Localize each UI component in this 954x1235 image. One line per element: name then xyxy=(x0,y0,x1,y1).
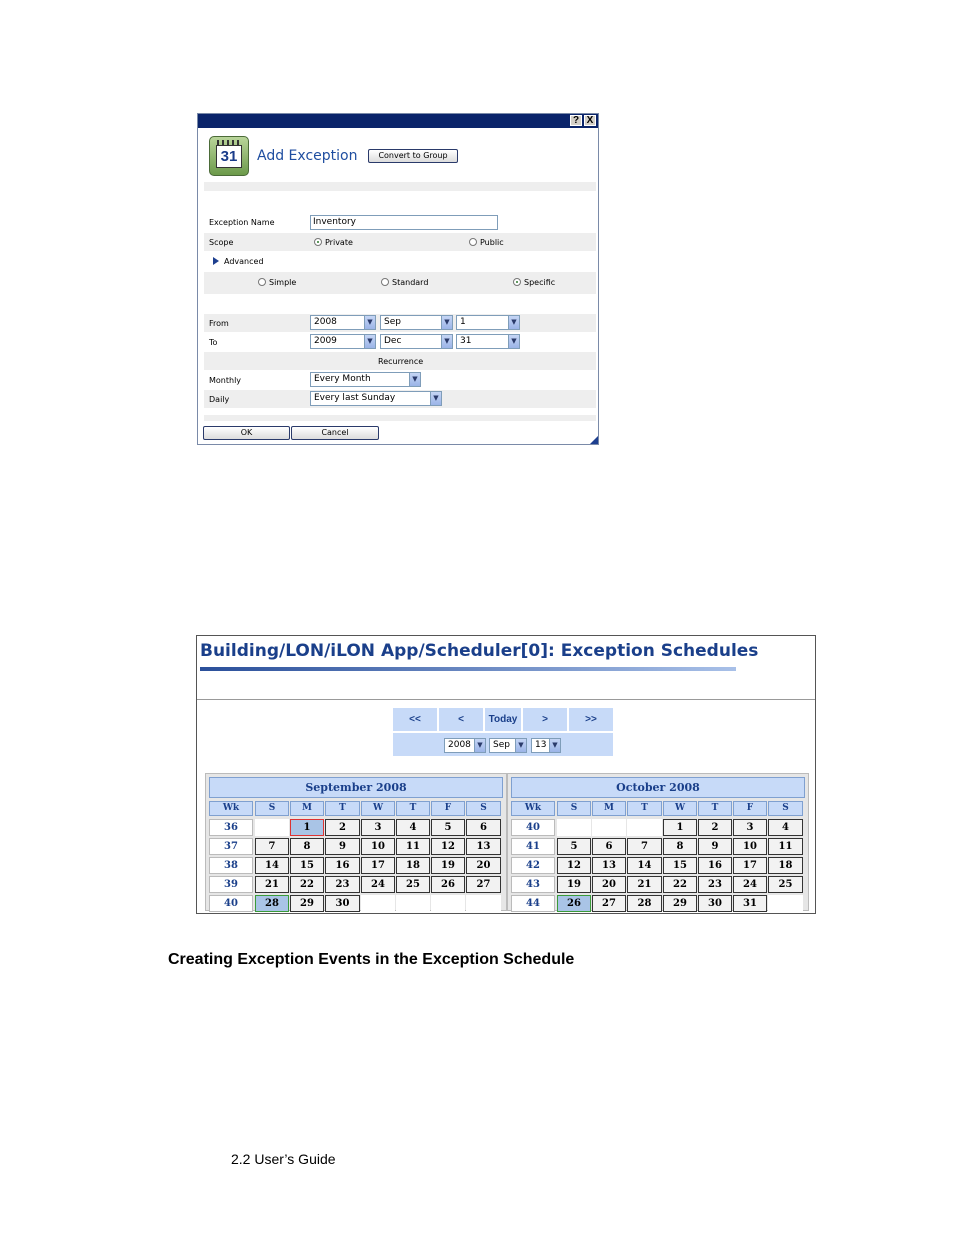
to-year-value: 2009 xyxy=(314,336,337,346)
day-cell[interactable]: 19 xyxy=(431,857,465,874)
day-cell[interactable]: 1 xyxy=(290,819,324,836)
day-header: T xyxy=(396,801,430,816)
monthly-label: Monthly xyxy=(209,376,242,385)
day-cell[interactable]: 22 xyxy=(663,876,697,893)
chevron-down-icon: ▼ xyxy=(430,392,441,405)
from-month-select[interactable] xyxy=(380,315,453,330)
calendar-icon xyxy=(209,136,249,176)
from-month-value: Sep xyxy=(384,317,401,327)
exception-schedules-panel xyxy=(196,635,816,914)
scope-private-radio[interactable] xyxy=(314,238,322,246)
day-cell[interactable]: 27 xyxy=(466,876,501,893)
day-cell[interactable]: 20 xyxy=(466,857,501,874)
year-select-value: 2008 xyxy=(448,740,471,750)
chevron-down-icon: ▼ xyxy=(409,373,420,386)
to-month-value: Dec xyxy=(384,336,402,346)
day-cell[interactable]: 24 xyxy=(733,876,767,893)
calendar-icon-number: 31 xyxy=(216,145,242,168)
day-cell[interactable]: 4 xyxy=(768,819,803,836)
day-cell[interactable]: 15 xyxy=(663,857,697,874)
month-header: September 2008 xyxy=(209,777,503,798)
expand-triangle-icon[interactable] xyxy=(213,257,219,265)
week-number-cell[interactable]: 36 xyxy=(209,819,253,836)
day-cell[interactable]: 12 xyxy=(557,857,591,874)
close-icon[interactable]: X xyxy=(584,115,596,126)
chevron-down-icon: ▼ xyxy=(441,335,452,348)
day-cell[interactable]: 31 xyxy=(733,895,767,912)
day-header: W xyxy=(361,801,395,816)
day-select-value: 13 xyxy=(535,740,547,750)
monthly-select[interactable] xyxy=(310,372,421,387)
day-header: M xyxy=(592,801,626,816)
day-cell[interactable]: 28 xyxy=(255,895,289,912)
scope-row-band xyxy=(204,233,596,251)
year-select[interactable] xyxy=(444,738,486,753)
day-header: S xyxy=(466,801,501,816)
day-cell[interactable]: 12 xyxy=(431,838,465,855)
today-button[interactable]: Today xyxy=(485,708,521,731)
day-cell[interactable]: 3 xyxy=(733,819,767,836)
day-cell[interactable]: 2 xyxy=(698,819,732,836)
week-number-cell[interactable]: 40 xyxy=(511,819,555,836)
day-cell[interactable]: 18 xyxy=(768,857,803,874)
day-cell[interactable]: 10 xyxy=(361,838,395,855)
dialog-titlebar xyxy=(198,114,598,128)
empty-day-cell xyxy=(255,819,289,836)
day-cell[interactable]: 1 xyxy=(663,819,697,836)
day-cell[interactable]: 30 xyxy=(698,895,732,912)
day-cell[interactable]: 21 xyxy=(627,876,662,893)
chevron-down-icon: ▼ xyxy=(508,335,519,348)
day-cell[interactable]: 7 xyxy=(627,838,662,855)
day-cell[interactable]: 13 xyxy=(466,838,501,855)
week-number-cell[interactable]: 44 xyxy=(511,895,555,912)
day-cell[interactable]: 5 xyxy=(431,819,465,836)
week-number-cell[interactable]: 37 xyxy=(209,838,253,855)
day-header: F xyxy=(733,801,767,816)
daily-select[interactable] xyxy=(310,391,442,406)
day-cell[interactable]: 4 xyxy=(396,819,430,836)
week-number-cell[interactable]: 40 xyxy=(209,895,253,912)
to-day-select[interactable] xyxy=(456,334,520,349)
month-select-value: Sep xyxy=(493,740,510,750)
day-cell[interactable]: 17 xyxy=(733,857,767,874)
section-heading: Creating Exception Events in the Exception Schedule xyxy=(168,951,575,968)
month-grid-october xyxy=(507,773,809,911)
day-cell[interactable]: 14 xyxy=(255,857,289,874)
day-cell[interactable]: 8 xyxy=(663,838,697,855)
day-cell[interactable]: 7 xyxy=(255,838,289,855)
day-cell[interactable]: 10 xyxy=(733,838,767,855)
day-cell[interactable]: 29 xyxy=(290,895,324,912)
to-day-value: 31 xyxy=(460,336,472,346)
first-nav-button[interactable]: << xyxy=(393,708,437,731)
week-number-cell[interactable]: 42 xyxy=(511,857,555,874)
day-cell[interactable]: 25 xyxy=(768,876,803,893)
header-divider-band xyxy=(204,182,596,191)
day-header: M xyxy=(290,801,324,816)
day-cell[interactable]: 16 xyxy=(325,857,360,874)
mode-specific-radio[interactable] xyxy=(513,278,521,286)
advanced-toggle[interactable]: Advanced xyxy=(224,257,264,266)
day-header: T xyxy=(627,801,662,816)
schedule-title: Building/LON/iLON App/Scheduler[0]: Exception Schedules xyxy=(200,641,759,661)
scope-public-label: Public xyxy=(480,238,504,247)
day-cell[interactable]: 30 xyxy=(325,895,360,912)
month-select[interactable] xyxy=(489,738,527,753)
day-cell[interactable]: 21 xyxy=(255,876,289,893)
title-underline xyxy=(200,667,736,671)
exception-name-label: Exception Name xyxy=(209,218,275,227)
day-cell[interactable]: 26 xyxy=(557,895,591,912)
mode-specific-label: Specific xyxy=(524,278,556,287)
month-header: October 2008 xyxy=(511,777,805,798)
add-exception-dialog xyxy=(197,113,599,445)
week-number-cell[interactable]: 41 xyxy=(511,838,555,855)
chevron-down-icon: ▼ xyxy=(508,316,519,329)
help-icon[interactable]: ? xyxy=(570,115,582,126)
day-cell[interactable]: 26 xyxy=(431,876,465,893)
footer-divider-band xyxy=(204,415,596,421)
week-number-cell[interactable]: 38 xyxy=(209,857,253,874)
chevron-down-icon: ▼ xyxy=(364,335,375,348)
scope-private-label: Private xyxy=(325,238,353,247)
chevron-down-icon: ▼ xyxy=(549,739,560,752)
day-cell[interactable]: 29 xyxy=(663,895,697,912)
convert-to-group-button[interactable]: Convert to Group xyxy=(368,149,458,163)
empty-day-cell xyxy=(557,819,591,836)
empty-day-cell xyxy=(627,819,662,836)
header-separator xyxy=(197,699,815,700)
day-header: Wk xyxy=(511,801,555,816)
day-cell[interactable]: 2 xyxy=(325,819,360,836)
chevron-down-icon: ▼ xyxy=(474,739,485,752)
mode-standard-radio[interactable] xyxy=(381,278,389,286)
from-day-value: 1 xyxy=(460,317,466,327)
empty-day-cell xyxy=(466,895,501,912)
resize-grip-icon[interactable] xyxy=(590,436,598,444)
day-cell[interactable]: 19 xyxy=(557,876,591,893)
daily-value: Every last Sunday xyxy=(314,393,396,403)
to-label: To xyxy=(209,338,218,347)
daily-label: Daily xyxy=(209,395,230,404)
month-grid-september xyxy=(205,773,507,911)
day-header: W xyxy=(663,801,697,816)
day-cell[interactable]: 27 xyxy=(592,895,626,912)
ok-button[interactable]: OK xyxy=(203,426,290,440)
day-cell[interactable]: 17 xyxy=(361,857,395,874)
day-header: T xyxy=(698,801,732,816)
monthly-value: Every Month xyxy=(314,374,371,384)
recurrence-label: Recurrence xyxy=(378,357,424,366)
day-header: S xyxy=(255,801,289,816)
exception-name-input[interactable]: Inventory xyxy=(310,215,498,230)
day-cell[interactable]: 22 xyxy=(290,876,324,893)
day-header: S xyxy=(557,801,591,816)
from-year-value: 2008 xyxy=(314,317,337,327)
day-cell[interactable]: 3 xyxy=(361,819,395,836)
day-cell[interactable]: 16 xyxy=(698,857,732,874)
day-header: S xyxy=(768,801,803,816)
mode-standard-label: Standard xyxy=(392,278,429,287)
next-nav-button[interactable]: > xyxy=(523,708,567,731)
day-cell[interactable]: 11 xyxy=(768,838,803,855)
day-cell[interactable]: 13 xyxy=(592,857,626,874)
day-cell[interactable]: 15 xyxy=(290,857,324,874)
empty-day-cell xyxy=(396,895,430,912)
from-year-select[interactable] xyxy=(310,315,376,330)
day-select[interactable] xyxy=(531,738,561,753)
day-cell[interactable]: 24 xyxy=(361,876,395,893)
day-header: Wk xyxy=(209,801,253,816)
day-cell[interactable]: 23 xyxy=(325,876,360,893)
from-day-select[interactable] xyxy=(456,315,520,330)
cancel-button[interactable]: Cancel xyxy=(291,426,379,440)
last-nav-button[interactable]: >> xyxy=(569,708,613,731)
day-cell[interactable]: 5 xyxy=(557,838,591,855)
day-cell[interactable]: 9 xyxy=(325,838,360,855)
day-cell[interactable]: 8 xyxy=(290,838,324,855)
to-month-select[interactable] xyxy=(380,334,453,349)
day-header: T xyxy=(325,801,360,816)
week-number-cell[interactable]: 39 xyxy=(209,876,253,893)
day-cell[interactable]: 9 xyxy=(698,838,732,855)
day-cell[interactable]: 6 xyxy=(592,838,626,855)
chevron-down-icon: ▼ xyxy=(515,739,526,752)
day-cell[interactable]: 20 xyxy=(592,876,626,893)
empty-day-cell xyxy=(592,819,626,836)
page-footer: 2.2 User’s Guide xyxy=(231,1151,336,1167)
day-cell[interactable]: 28 xyxy=(627,895,662,912)
scope-label: Scope xyxy=(209,238,234,247)
chevron-down-icon: ▼ xyxy=(364,316,375,329)
day-cell[interactable]: 23 xyxy=(698,876,732,893)
mode-simple-label: Simple xyxy=(269,278,297,287)
chevron-down-icon: ▼ xyxy=(441,316,452,329)
day-cell[interactable]: 6 xyxy=(466,819,501,836)
from-label: From xyxy=(209,319,229,328)
to-year-select[interactable] xyxy=(310,334,376,349)
scope-public-radio[interactable] xyxy=(469,238,477,246)
day-cell[interactable]: 18 xyxy=(396,857,430,874)
dialog-title: Add Exception xyxy=(257,148,358,164)
empty-day-cell xyxy=(768,895,803,912)
week-number-cell[interactable]: 43 xyxy=(511,876,555,893)
empty-day-cell xyxy=(361,895,395,912)
empty-day-cell xyxy=(431,895,465,912)
mode-simple-radio[interactable] xyxy=(258,278,266,286)
day-cell[interactable]: 14 xyxy=(627,857,662,874)
prev-nav-button[interactable]: < xyxy=(439,708,483,731)
day-cell[interactable]: 11 xyxy=(396,838,430,855)
day-cell[interactable]: 25 xyxy=(396,876,430,893)
day-header: F xyxy=(431,801,465,816)
